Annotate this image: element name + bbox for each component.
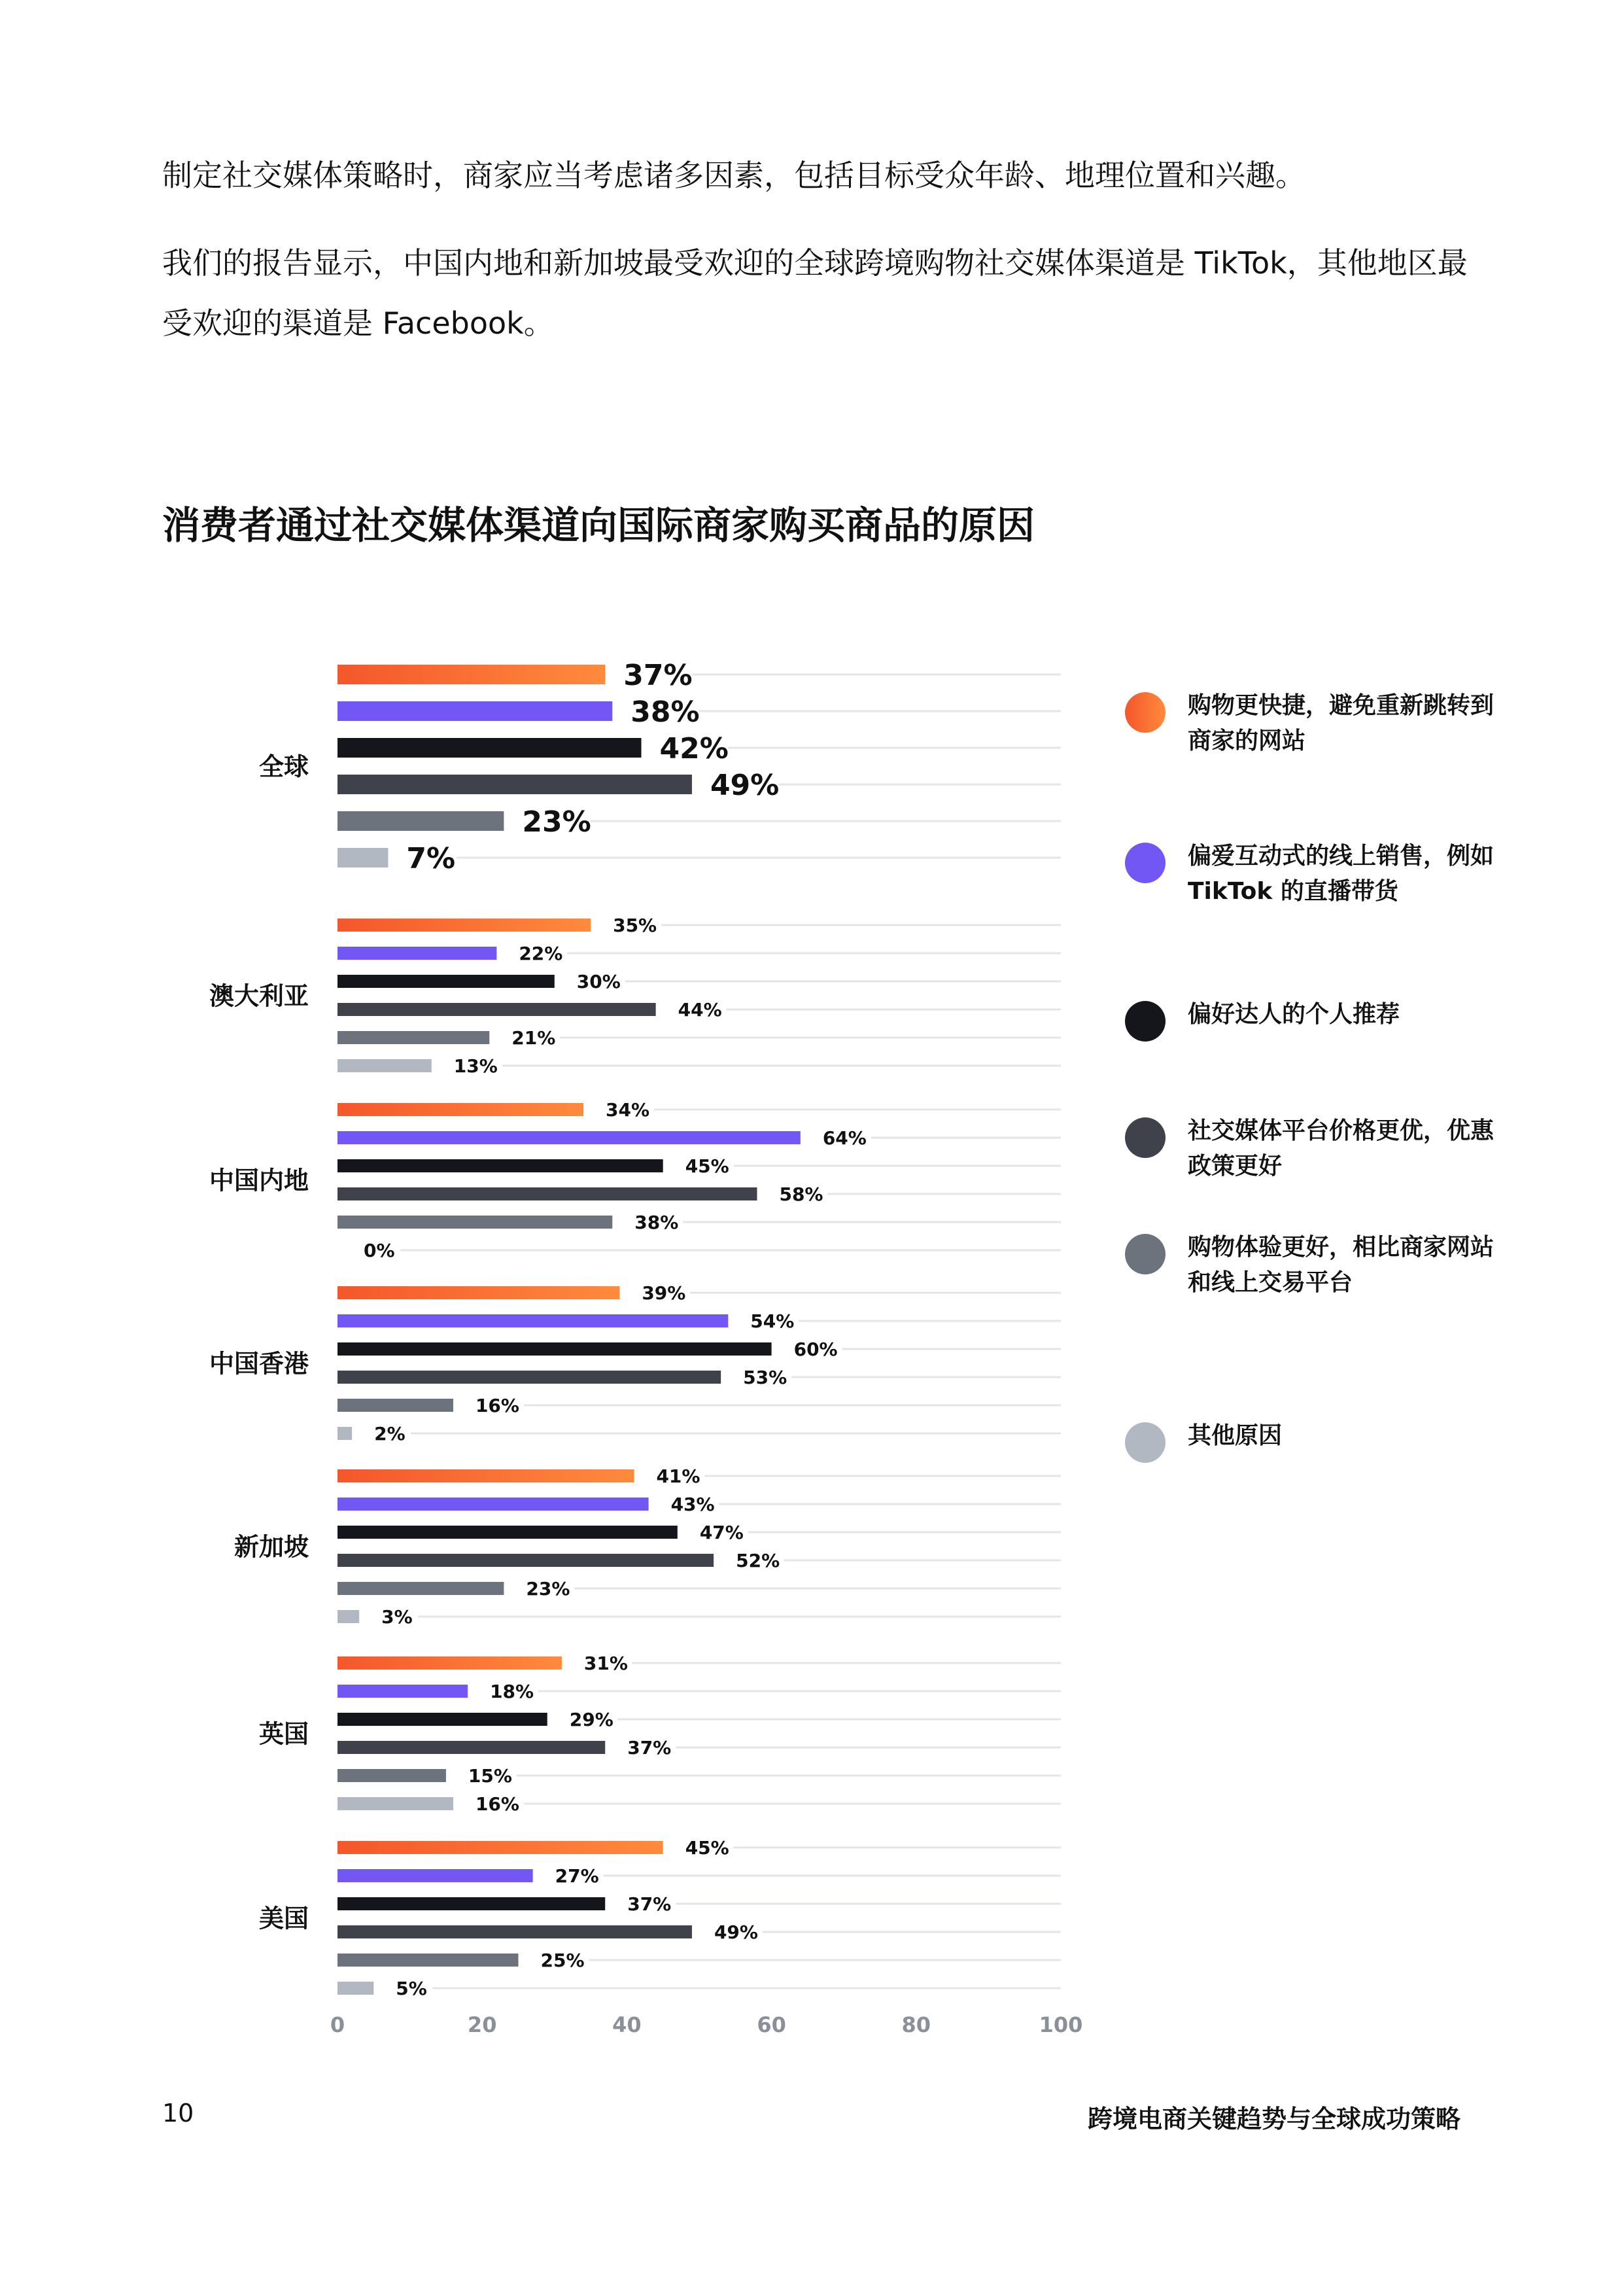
x-tick-label: 80 xyxy=(901,2012,931,2037)
bar-value-label: 38% xyxy=(634,1212,679,1234)
bar xyxy=(337,1741,605,1754)
bar-value-label: 49% xyxy=(710,768,780,802)
group-label: 全球 xyxy=(258,752,309,781)
bar xyxy=(337,1982,373,1995)
bar-value-label: 54% xyxy=(750,1310,795,1333)
bar-value-label: 16% xyxy=(475,1395,519,1417)
bar xyxy=(337,811,504,831)
bar-value-label: 42% xyxy=(659,731,729,765)
bar-value-label: 7% xyxy=(406,841,456,875)
bar xyxy=(337,1427,352,1440)
x-tick-label: 100 xyxy=(1039,2012,1083,2037)
bar xyxy=(337,975,555,988)
legend-swatch xyxy=(1125,843,1166,883)
legend-swatch xyxy=(1125,1422,1166,1463)
footer-doc-title: 跨境电商关键趋势与全球成功策略 xyxy=(1087,2105,1460,2133)
bar xyxy=(337,775,692,794)
legend-label: 购物更快捷，避免重新跳转到商家的网站 xyxy=(1188,692,1494,754)
legend-label: 社交媒体平台价格更优，优惠政策更好 xyxy=(1188,1117,1494,1180)
group-label: 中国香港 xyxy=(209,1349,309,1378)
bar xyxy=(337,1059,432,1072)
bar xyxy=(337,1131,801,1144)
bar-value-label: 38% xyxy=(631,695,700,729)
bar xyxy=(337,1526,678,1539)
bar-value-label: 16% xyxy=(475,1793,519,1815)
bar xyxy=(337,919,591,932)
bar-value-label: 43% xyxy=(670,1494,715,1516)
bar-value-label: 5% xyxy=(396,1978,427,2000)
bar xyxy=(337,1797,453,1810)
x-tick-label: 0 xyxy=(330,2012,345,2037)
bar-value-label: 60% xyxy=(793,1339,838,1361)
bar-value-label: 47% xyxy=(699,1522,744,1544)
bar xyxy=(337,1187,757,1200)
legend-swatch xyxy=(1125,692,1166,733)
bar-value-label: 23% xyxy=(522,805,591,839)
bar xyxy=(337,1897,605,1910)
bar xyxy=(337,1841,663,1854)
bar-value-label: 53% xyxy=(743,1367,787,1389)
bar-value-label: 0% xyxy=(364,1240,395,1262)
bar-value-label: 30% xyxy=(576,971,621,993)
bar xyxy=(337,1953,519,1967)
bar-value-label: 37% xyxy=(627,1737,672,1759)
bar xyxy=(337,1159,663,1172)
bar xyxy=(337,1554,714,1567)
bar xyxy=(337,665,605,684)
x-tick-label: 20 xyxy=(467,2012,497,2037)
legend-swatch xyxy=(1125,1234,1166,1274)
bar-value-label: 37% xyxy=(627,1893,672,1916)
bar-value-label: 45% xyxy=(685,1155,729,1178)
legend-swatch xyxy=(1125,1001,1166,1042)
bar-value-label: 15% xyxy=(468,1765,512,1787)
group-label: 英国 xyxy=(258,1719,309,1749)
chart-legend xyxy=(1125,0,1494,1570)
bar-value-label: 3% xyxy=(381,1606,413,1628)
bar xyxy=(337,1003,656,1016)
bar xyxy=(337,1399,453,1412)
bar-value-label: 25% xyxy=(540,1950,585,1972)
bar xyxy=(337,1031,489,1044)
bar xyxy=(337,1103,583,1116)
bar-value-label: 27% xyxy=(555,1865,599,1887)
bar xyxy=(337,1610,359,1623)
page-number: 10 xyxy=(162,2099,194,2128)
bar-value-label: 45% xyxy=(685,1837,729,1859)
bar xyxy=(337,1342,772,1356)
bar-value-label: 18% xyxy=(490,1681,534,1703)
bar-value-label: 41% xyxy=(656,1465,700,1488)
bar-value-label: 58% xyxy=(779,1183,823,1206)
bar-value-label: 64% xyxy=(822,1127,867,1149)
group-label: 新加坡 xyxy=(233,1532,309,1562)
bar-value-label: 31% xyxy=(583,1653,628,1675)
bar xyxy=(337,1216,612,1229)
group-label: 美国 xyxy=(258,1904,309,1933)
bar xyxy=(337,1713,547,1726)
x-tick-label: 40 xyxy=(612,2012,642,2037)
group-label: 澳大利亚 xyxy=(209,981,309,1011)
bar xyxy=(337,1371,721,1384)
bar xyxy=(337,1469,634,1482)
bar xyxy=(337,1869,533,1882)
bar-value-label: 29% xyxy=(569,1709,613,1731)
group-label: 中国内地 xyxy=(209,1166,309,1195)
bar-value-label: 22% xyxy=(519,943,563,965)
bar xyxy=(337,1656,562,1670)
x-tick-label: 60 xyxy=(757,2012,786,2037)
bar xyxy=(337,1769,446,1782)
intro-paragraph-1: 制定社交媒体策略时，商家应当考虑诸多因素，包括目标受众年龄、地理位置和兴趣。 xyxy=(162,158,1305,193)
bar-value-label: 39% xyxy=(642,1282,686,1305)
bar-value-label: 2% xyxy=(374,1423,406,1445)
bar-value-label: 34% xyxy=(606,1099,650,1121)
bar xyxy=(337,738,642,758)
bar xyxy=(337,1925,692,1938)
bar xyxy=(337,1582,504,1595)
intro-paragraph-2: 我们的报告显示，中国内地和新加坡最受欢迎的全球跨境购物社交媒体渠道是 TikTok，其他地区最受欢迎的渠道是 Facebook。 xyxy=(162,245,1468,341)
legend-label: 偏好达人的个人推荐 xyxy=(1188,1001,1400,1028)
bar xyxy=(337,848,388,867)
legend-label: 其他原因 xyxy=(1188,1422,1283,1449)
bar xyxy=(337,1314,728,1327)
bar-value-label: 21% xyxy=(511,1027,556,1049)
bar xyxy=(337,1498,649,1511)
bar xyxy=(337,1685,468,1698)
bar-value-label: 49% xyxy=(714,1921,758,1944)
legend-label: 偏爱互动式的线上销售，例如 TikTok 的直播带货 xyxy=(1188,843,1494,905)
bar xyxy=(337,1286,619,1299)
bar-value-label: 23% xyxy=(526,1578,570,1600)
legend-swatch xyxy=(1125,1117,1166,1158)
bar-value-label: 44% xyxy=(678,999,722,1021)
bar xyxy=(337,701,612,721)
bar-value-label: 35% xyxy=(613,915,657,937)
chart-title: 消费者通过社交媒体渠道向国际商家购买商品的原因 xyxy=(162,503,1035,548)
bar xyxy=(337,947,496,960)
bar-value-label: 13% xyxy=(453,1055,498,1077)
bar-value-label: 37% xyxy=(623,658,693,692)
legend-label: 购物体验更好，相比商家网站和线上交易平台 xyxy=(1188,1234,1494,1296)
bar-value-label: 52% xyxy=(736,1550,780,1572)
